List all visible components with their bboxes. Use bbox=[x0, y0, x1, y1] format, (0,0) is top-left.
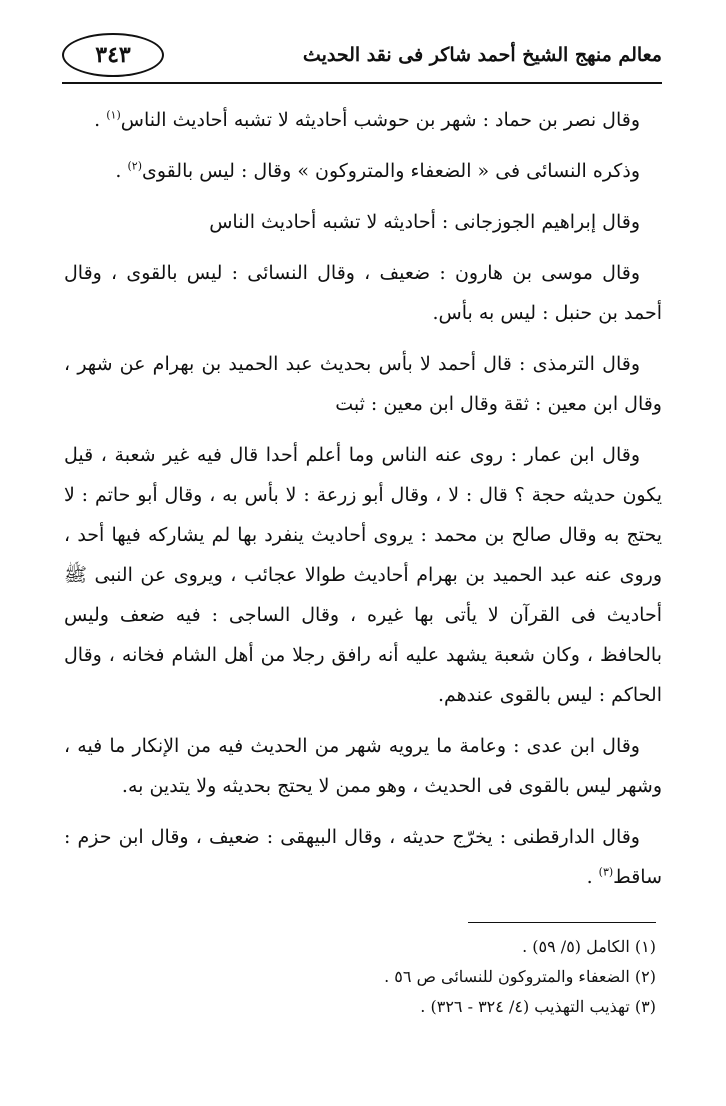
footnote-ref: (٣) bbox=[598, 865, 614, 879]
paragraph: وقال ابن عمار : روى عنه الناس وما أعلم أحدا قال فيه غير شعبة ، قيل يكون حديثه حجة ؟ قال : لا ، وقال أبو زرعة : لا بأس به ، وقال أبو حاتم : لا يحتج به وقال صالح بن محمد : يروى أحاديث ينفرد بها لم يشاركه فيها أحد ، وروى عنه عبد الحميد بن بهرام أحاديث طوالا عجائب ، ويروى عن النبى ﷺ أحاديث فى القرآن لا يأتى بها غيره ، وقال الساجى : فيه ضعف وليس بالحافظ ، وكان شعبة يشهد عليه أنه رافق رجلا من أهل الشام فخانه ، وقال الحاكم : ليس بالقوى عندهم. bbox=[64, 444, 662, 706]
header-rule bbox=[62, 82, 662, 84]
running-title: معالم منهج الشيخ أحمد شاكر فى نقد الحديث bbox=[302, 44, 662, 66]
footnote: (٢) الضعفاء والمتروكون للنسائى ص ٥٦ . bbox=[384, 967, 656, 986]
footnote-ref: (١) bbox=[106, 108, 121, 122]
paragraph: وقال إبراهيم الجوزجانى : أحاديثه لا تشبه أحاديث الناس bbox=[209, 211, 640, 233]
page-header bbox=[62, 30, 662, 88]
footnote: (٣) تهذيب التهذيب (٤/ ٣٢٤ - ٣٢٦) . bbox=[420, 997, 656, 1016]
paragraph: وقال ابن عدى : وعامة ما يرويه شهر من الحديث فيه من الإنكار ما فيه ، وشهر ليس بالقوى فى الحديث ، وهو ممن لا يحتج بحديثه ولا يتدين به. bbox=[64, 735, 662, 797]
footnotes bbox=[64, 932, 656, 1022]
footnote: (١) الكامل (٥/ ٥٩) . bbox=[522, 937, 656, 956]
paragraph: وذكره النسائى فى « الضعفاء والمتروكون » وقال : ليس بالقوى$^{(٢)}$ . bbox=[115, 159, 640, 182]
paragraph: وقال موسى بن هارون : ضعيف ، وقال النسائى : ليس بالقوى ، وقال أحمد بن حنبل : ليس به بأس. bbox=[64, 262, 662, 324]
footnote-rule bbox=[468, 922, 656, 923]
paragraph: وقال الدارقطنى : يخرّج حديثه ، وقال البيهقى : ضعيف ، وقال ابن حزم : ساقط$^{(٣)}$ . bbox=[64, 826, 662, 888]
paragraph: وقال الترمذى : قال أحمد لا بأس بحديث عبد الحميد بن بهرام عن شهر ، وقال ابن معين : ثقة وقال ابن معين : ثبت bbox=[64, 353, 662, 415]
footnote-ref: (٢) bbox=[127, 159, 142, 173]
paragraph: وقال نصر بن حماد : شهر بن حوشب أحاديثه لا تشبه أحاديث الناس$^{(١)}$ . bbox=[94, 108, 640, 131]
page-body bbox=[64, 100, 662, 908]
page-number: ٣٤٣ bbox=[62, 33, 164, 77]
